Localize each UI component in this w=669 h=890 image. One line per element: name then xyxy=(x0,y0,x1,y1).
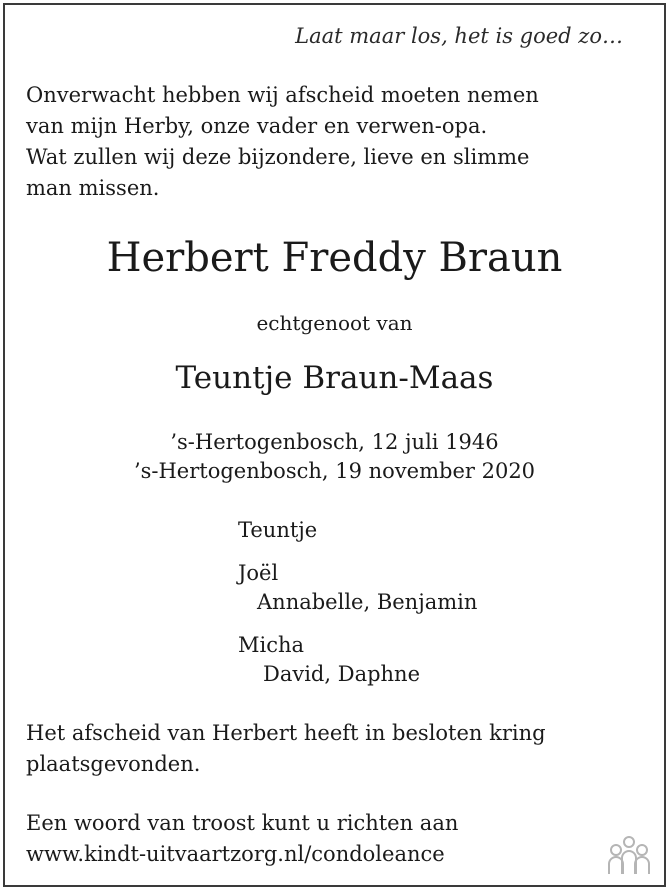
intro-line: man missen. xyxy=(26,176,160,200)
condolence-line: Een woord van troost kunt u richten aan xyxy=(26,811,459,835)
intro-line: van mijn Herby, onze vader en verwen-opa. xyxy=(26,114,488,138)
people-group-icon xyxy=(603,834,655,878)
deceased-name: Herbert Freddy Braun xyxy=(106,235,563,281)
family-member-name: Teuntje xyxy=(238,518,318,542)
condolence-url: www.kindt-uitvaartzorg.nl/condoleance xyxy=(26,842,445,866)
family-group xyxy=(238,631,477,689)
farewell-text xyxy=(26,718,646,780)
condolence-text xyxy=(26,808,626,870)
death-line: ’s-Hertogenbosch, 19 november 2020 xyxy=(133,459,536,483)
farewell-line: plaatsgevonden. xyxy=(26,752,201,776)
family-member-name: Joël xyxy=(238,561,279,585)
family-list xyxy=(238,516,477,703)
farewell-line: Het afscheid van Herbert heeft in besloten kring xyxy=(26,721,546,745)
motto: Laat maar los, het is goed zo… xyxy=(295,24,623,48)
dates xyxy=(0,428,669,486)
intro-line: Wat zullen wij deze bijzondere, lieve en slimme xyxy=(26,145,530,169)
intro-line: Onverwacht hebben wij afscheid moeten nemen xyxy=(26,83,539,107)
spouse-prefix: echtgenoot van xyxy=(256,311,413,335)
family-group xyxy=(238,516,477,545)
spouse-name: Teuntje Braun-Maas xyxy=(175,360,494,396)
family-member-children: Annabelle, Benjamin xyxy=(257,590,478,614)
family-member-name: Micha xyxy=(238,633,305,657)
family-group xyxy=(238,559,477,617)
birth-line: ’s-Hertogenbosch, 12 juli 1946 xyxy=(170,430,499,454)
family-member-children: David, Daphne xyxy=(263,662,421,686)
intro-text xyxy=(26,80,646,204)
